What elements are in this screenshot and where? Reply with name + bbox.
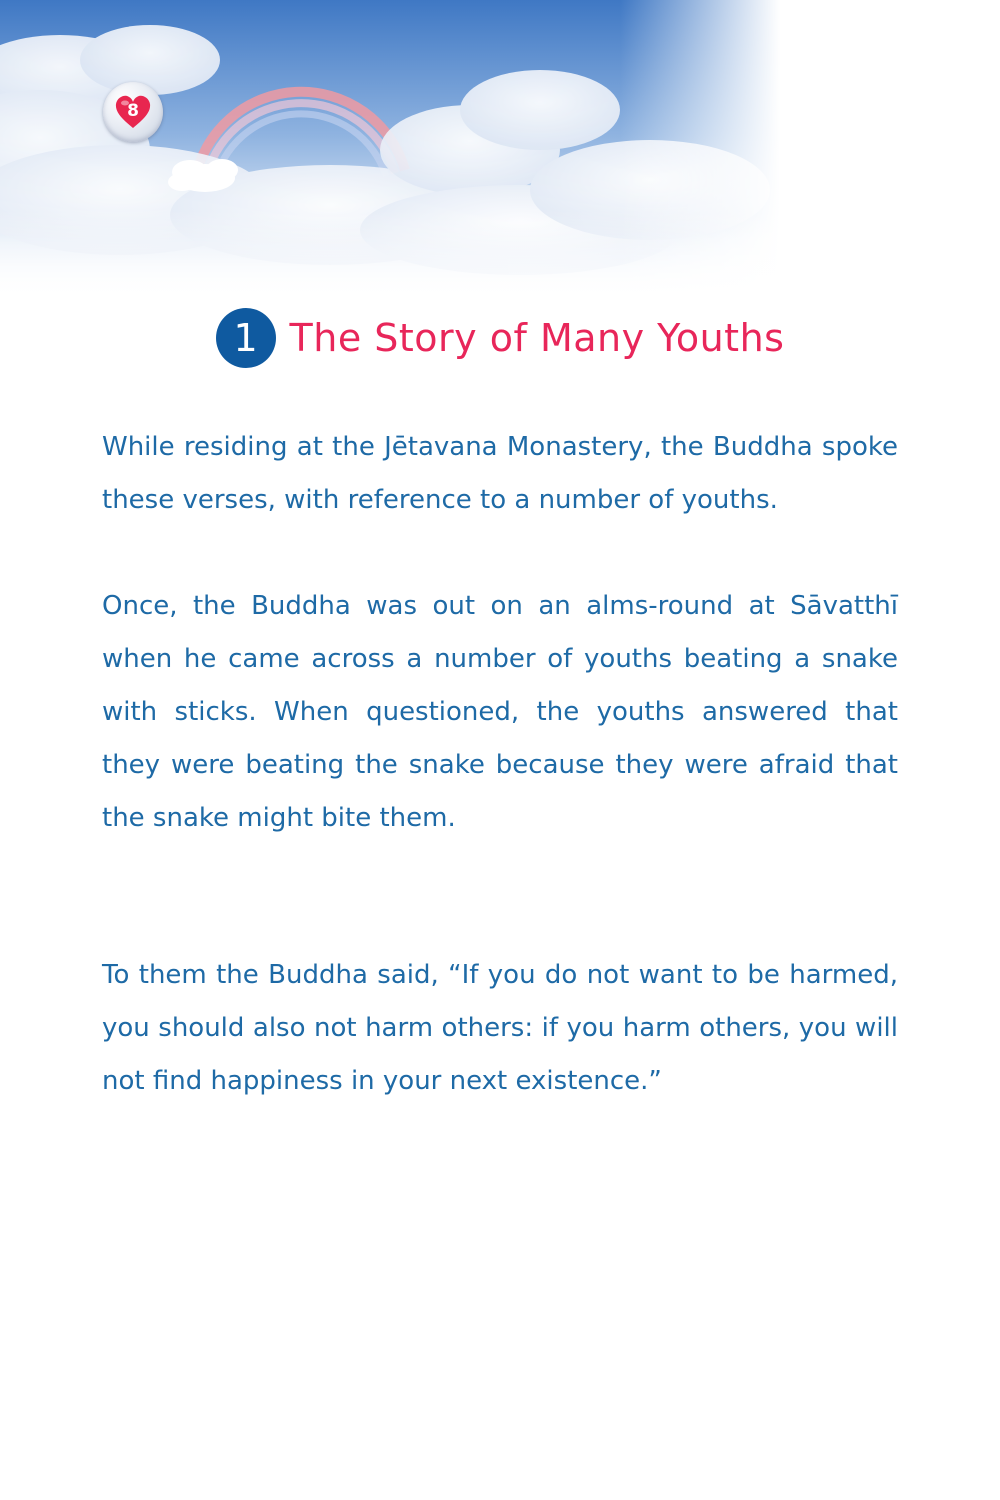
story-paragraph-1: While residing at the Jētavana Monastery, the Buddha spoke these verses, with reference to a number of youths.: [102, 432, 898, 515]
page-number: 8: [127, 101, 139, 121]
story-number-badge: 1: [216, 308, 276, 368]
story-paragraph-2: Once, the Buddha was out on an alms-round at Sāvatthī when he came across a number of youths beating a snake with sticks. When questioned, the youths answered that they were beating the snake because they were afraid that the snake might bite them.: [102, 591, 898, 833]
sky-header-illustration: [0, 0, 1000, 300]
story-heading: [0, 306, 1000, 370]
story-title: The Story of Many Youths: [289, 316, 785, 360]
story-paragraph-3: To them the Buddha said, “If you do not want to be harmed, you should also not harm others: if you harm others, you will not find happiness in your next existence.”: [102, 960, 898, 1096]
page-number-badge: [103, 82, 163, 142]
